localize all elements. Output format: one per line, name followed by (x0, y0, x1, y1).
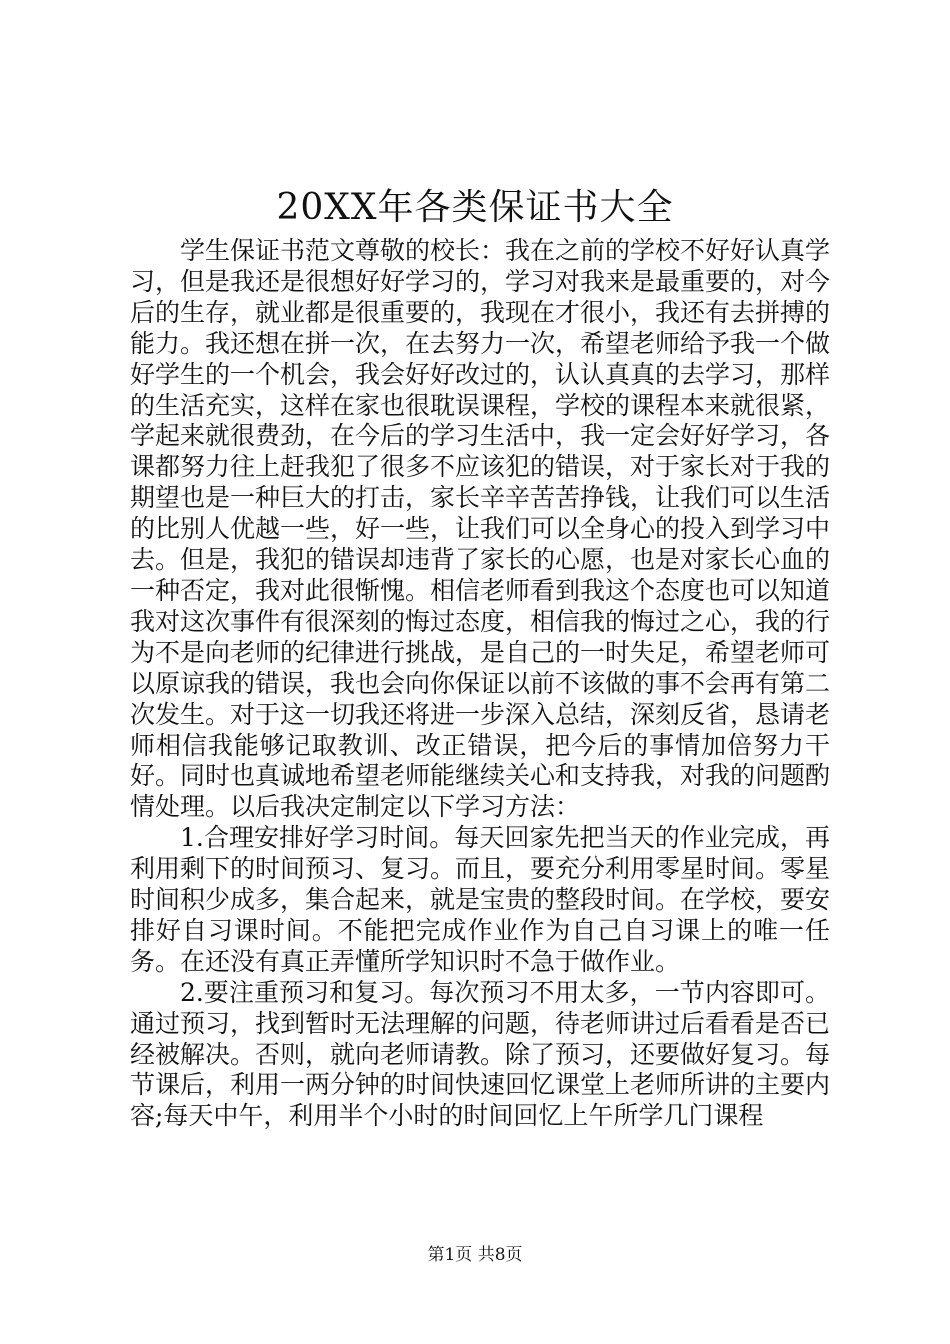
document-body (130, 236, 830, 1132)
page-title: 20XX年各类保证书大全 (276, 187, 674, 228)
page-number-footer: 第1页 共8页 (427, 1245, 523, 1265)
body-paragraph-1: 学生保证书范文尊敬的校长：我在之前的学校不好好认真学习，但是我还是很想好好学习的，学习对我来是最重要的，对今后的生存，就业都是很重要的，我现在才很小，我还有去拼搏的能力。我还想在拼一次，在去努力一次，希望老师给予我一个做好学生的一个机会，我会好好改过的，认认真真的去学习，那样的生活充实，这样在家也很耽误课程，学校的课程本来就很紧，学起来就很费劲，在今后的学习生活中，我一定会好好学习，各课都努力往上赶我犯了很多不应该犯的错误，对于家长对于我的期望也是一种巨大的打击，家长辛辛苦苦挣钱，让我们可以生活的比别人优越一些，好一些，让我们可以全身心的投入到学习中去。但是，我犯的错误却违背了家长的心愿，也是对家长心血的一种否定，我对此很惭愧。相信老师看到我这个态度也可以知道我对这次事件有很深刻的悔过态度，相信我的悔过之心，我的行为不是向老师的纪律进行挑战，是自己的一时失足，希望老师可以原谅我的错误，我也会向你保证以前不该做的事不会再有第二次发生。对于这一切我还将进一步深入总结，深刻反省，恳请老师相信我能够记取教训、改正错误，把今后的事情加倍努力干好。同时也真诚地希望老师能继续关心和支持我，对我的问题酌情处理。以后我决定制定以下学习方法： (130, 236, 831, 822)
body-paragraph-2: 1.合理安排好学习时间。每天回家先把当天的作业完成，再利用剩下的时间预习、复习。而且，要充分利用零星时间。零星时间积少成多，集合起来，就是宝贵的整段时间。在学校，要安排好自习课时间。不能把完成作业作为自己自习课上的唯一任务。在还没有真正弄懂所学知识时不急于做作业。 (130, 823, 831, 976)
body-paragraph-3: 2.要注重预习和复习。每次预习不用太多，一节内容即可。通过预习，找到暂时无法理解的问题，待老师讲过后看看是否已经被解决。否则，就向老师请教。除了预习，还要做好复习。每节课后，利用一两分钟的时间快速回忆课堂上老师所讲的主要内容;每天中午，利用半个小时的时间回忆上午所学几门课程 (130, 977, 831, 1131)
